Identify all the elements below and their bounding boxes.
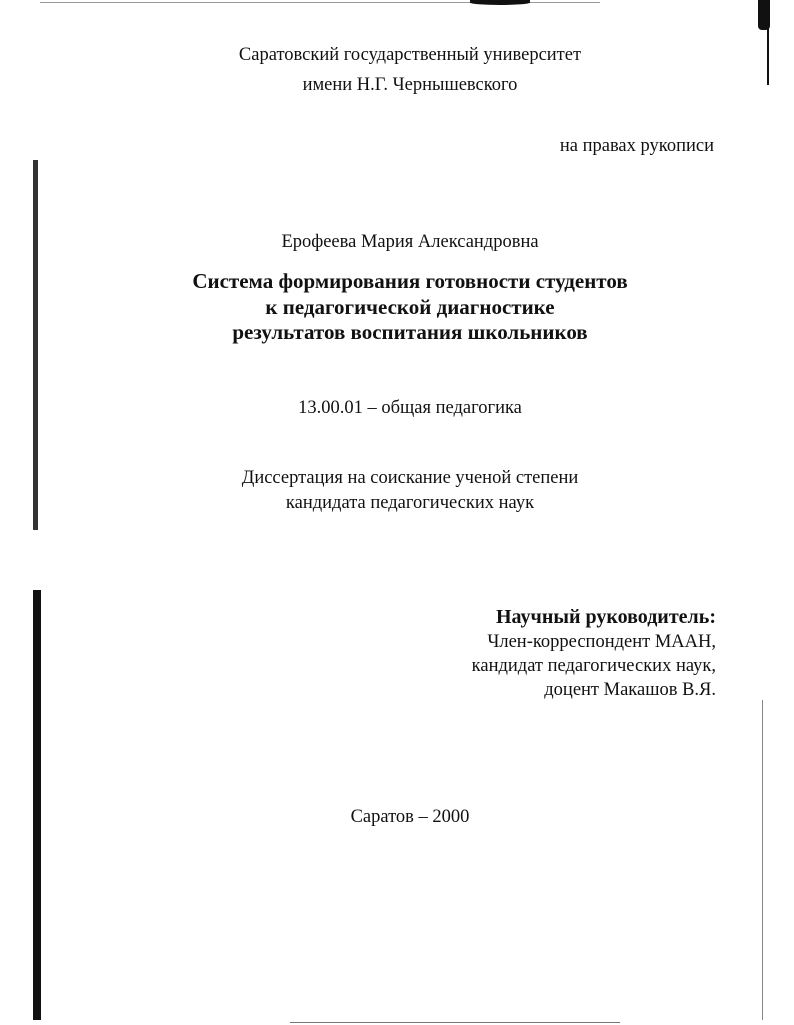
supervisor-heading: Научный руководитель: (496, 606, 716, 628)
degree-line-2: кандидата педагогических наук (285, 493, 535, 513)
place-year: Саратов – 2000 (350, 807, 470, 827)
university-name: Саратовский государственный университет (238, 45, 582, 65)
supervisor-line-1: Член-корреспондент МААН, (487, 632, 716, 652)
degree-line-1: Диссертация на соискание ученой степени (241, 468, 579, 488)
title-line-1: Система формирования готовности студентов (192, 269, 628, 293)
title-line-3: результатов воспитания школьников (232, 320, 588, 344)
specialty: 13.00.01 – общая педагогика (298, 398, 522, 418)
scan-edge-left-lower (33, 590, 41, 1020)
scan-edge-right-lower (762, 700, 763, 1020)
author-name: Ерофеева Мария Александровна (281, 232, 539, 252)
supervisor-line-2: кандидат педагогических наук, (471, 656, 716, 676)
title-line-2: к педагогической диагностике (265, 295, 555, 319)
manuscript-note: на правах рукописи (559, 136, 714, 156)
scan-edge-top-right (470, 0, 530, 5)
supervisor-line-3: доцент Макашов В.Я. (544, 680, 716, 700)
university-name-2: имени Н.Г. Чернышевского (302, 75, 518, 95)
scan-edge-bottom (290, 1022, 620, 1023)
